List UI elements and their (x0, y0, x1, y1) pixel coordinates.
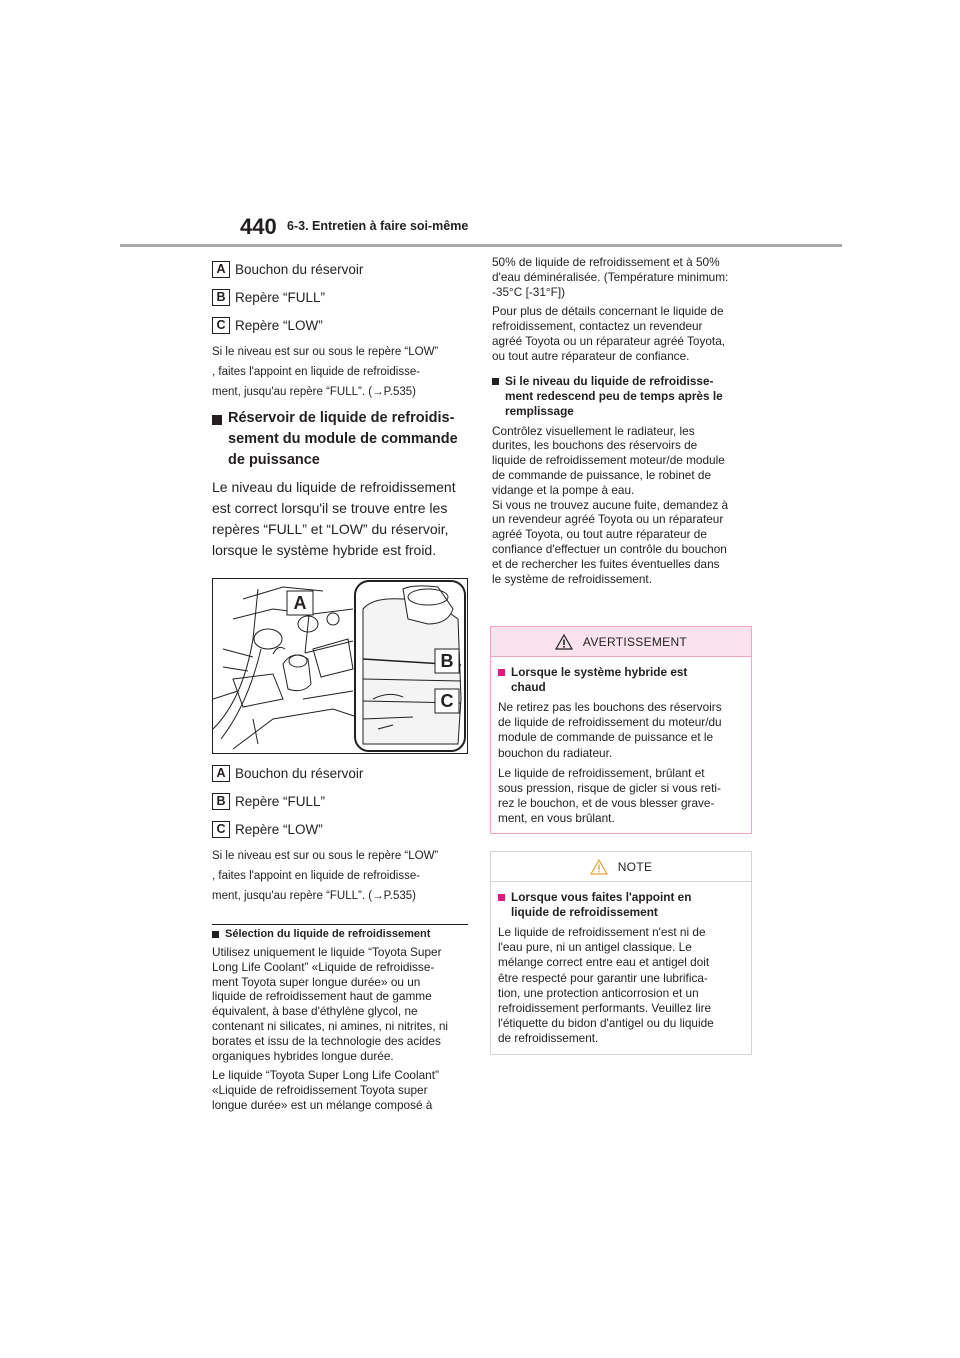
svg-text:C: C (440, 691, 454, 711)
legend-key-b: B (212, 289, 230, 306)
note-box-header (491, 852, 751, 882)
heading-line: remplissage (505, 403, 574, 418)
note-bottom-line: Si le niveau est sur ou sous le repère “LOW” (212, 850, 439, 862)
body-line: durites, les bouchons des réservoirs de (492, 438, 698, 453)
heading-line: Lorsque le système hybride est (511, 665, 688, 679)
legend-label-a: Bouchon du réservoir (235, 261, 364, 277)
heading-line: ment redescend peu de temps après le (505, 388, 723, 403)
body-line: «Liquide de refroidissement Toyota super (212, 1083, 428, 1098)
warning-heading (498, 665, 745, 695)
figure-label-b (435, 649, 459, 673)
mixture-paragraph (492, 255, 752, 299)
figure-label-c (435, 689, 459, 713)
legend-key-a: A (212, 261, 230, 278)
note-bottom (212, 846, 468, 906)
heading-line: Si le niveau du liquide de refroidisse- (505, 373, 714, 388)
body-line: le système de refroidissement. (492, 571, 652, 586)
note-top (212, 342, 468, 402)
legend-label-c: Repère “LOW” (235, 317, 323, 333)
pcu-reservoir-heading (212, 408, 468, 471)
legend-item-c (212, 818, 468, 840)
note-box-body (491, 882, 751, 1047)
level-drops-heading (492, 374, 752, 419)
engine-bay-drawing (213, 579, 467, 753)
body-line: confiance d'effectuer un contrôle du bouchon (492, 541, 727, 556)
body-line: -35°C [-31°F]) (492, 284, 566, 299)
legend-label-b: Repère “FULL” (235, 289, 326, 305)
body-line: un revendeur agréé Toyota ou un réparateur (492, 512, 724, 527)
body-line: équivalent, à base d'éthylène glycol, ne (212, 1004, 418, 1019)
body-line: d'eau déminéralisée. (Température minimum: (492, 269, 729, 284)
heading-line: de puissance (228, 452, 320, 468)
note-top-line: ment, jusqu'au repère “FULL”. (→P.535) (212, 386, 416, 398)
page-number: 440 (240, 214, 277, 239)
legend-top (212, 258, 468, 336)
body-line: Ne retirez pas les bouchons des réservoirs (498, 700, 722, 714)
body-line: l'étiquette du bidon d'antigel ou du liquide (498, 1016, 714, 1031)
legend-key-b: B (212, 793, 230, 810)
note-box (490, 851, 752, 1055)
body-line: ou tout autre réparateur de confiance. (492, 348, 690, 363)
body-line: de liquide de refroidissement du moteur/du (498, 715, 722, 730)
body-line: tion, une protection anticorrosion et un (498, 985, 699, 1000)
legend-item-c (212, 314, 468, 336)
heading-line: chaud (511, 680, 546, 694)
body-line: repères “FULL” et “LOW” du réservoir, (212, 521, 449, 537)
body-line: Le liquide de refroidissement n'est ni de (498, 925, 706, 939)
right-column (492, 255, 752, 586)
pcu-reservoir-body (212, 477, 468, 561)
warning-paragraph-1 (498, 700, 745, 761)
legend-label-b: Repère “FULL” (235, 793, 326, 809)
bullet-square-icon (492, 378, 499, 385)
legend-label-c: Repère “LOW” (235, 821, 323, 837)
legend-item-a (212, 258, 468, 280)
warning-box-title: AVERTISSEMENT (582, 634, 688, 649)
heading-line: sement du module de commande (228, 431, 458, 447)
body-line: liquide de refroidissement haut de gamme (212, 989, 432, 1004)
note-top-line: , faites l'appoint en liquide de refroidisse- (212, 366, 421, 378)
coolant-selection-section (212, 924, 468, 1113)
body-line: de commande de puissance, le robinet de (492, 467, 712, 482)
body-line: lorsque le système hybride est froid. (212, 542, 437, 558)
body-line: Pour plus de détails concernant le liquide de (492, 304, 724, 319)
coolant-selection-paragraph-1 (212, 945, 468, 1063)
body-line: agréé Toyota ou un réparateur agréé Toyota, (492, 333, 726, 348)
body-line: module de commande de puissance et le (498, 730, 714, 745)
body-line: être respecté pour garantir une lubrifica- (498, 970, 708, 985)
legend-label-a: Bouchon du réservoir (235, 765, 364, 781)
body-line: mélange correct entre eau et antigel doit (498, 955, 710, 970)
heading-line: Réservoir de liquide de refroidis- (228, 410, 455, 426)
body-line: rez le bouchon, et de vous blesser grave- (498, 796, 715, 811)
body-line: bouchon du radiateur. (498, 745, 613, 760)
body-line: Le niveau du liquide de refroidissement (212, 479, 456, 495)
warning-box-body (491, 657, 751, 827)
legend-key-c: C (212, 821, 230, 838)
body-line: Le liquide “Toyota Super Long Life Coolant” (212, 1068, 439, 1083)
legend-item-b (212, 286, 468, 308)
details-paragraph (492, 304, 752, 363)
legend-item-a (212, 762, 468, 784)
body-line: ment Toyota super longue durée» ou un (212, 974, 421, 989)
warning-box (490, 626, 752, 834)
body-line: l'eau pure, ni un antigel classique. Le (498, 940, 692, 955)
body-line: organiques hybrides longue durée. (212, 1048, 394, 1063)
svg-text:A: A (293, 593, 307, 613)
header-rule (120, 244, 842, 247)
note-box-title: NOTE (617, 859, 653, 874)
body-line: Contrôlez visuellement le radiateur, les (492, 423, 695, 438)
body-line: Si vous ne trouvez aucune fuite, demandez à (492, 497, 729, 512)
legend-key-a: A (212, 765, 230, 782)
note-bottom-line: , faites l'appoint en liquide de refroidisse- (212, 870, 421, 882)
note-top-line: Si le niveau est sur ou sous le repère “LOW” (212, 346, 439, 358)
caution-triangle-icon (590, 859, 608, 875)
coolant-selection-paragraph-2 (212, 1068, 468, 1112)
body-line: Le liquide de refroidissement, brûlant et (498, 765, 705, 780)
legend-key-c: C (212, 317, 230, 334)
body-line: ment, en vous brûlant. (498, 811, 615, 826)
body-line: et de rechercher les fuites éventuelles dans (492, 556, 720, 571)
note-paragraph (498, 925, 745, 1047)
body-line: sous pression, risque de gicler si vous reti- (498, 781, 721, 796)
body-line: Utilisez uniquement le liquide “Toyota Super (212, 945, 442, 959)
body-line: refroidissement performants. Veuillez lire (498, 1001, 712, 1016)
bullet-square-icon (498, 894, 505, 901)
body-line: borates et issu de la technologie des acides (212, 1033, 441, 1048)
body-line: de refroidissement. (498, 1031, 599, 1046)
body-line: vidange et la pompe à eau. (492, 482, 635, 497)
body-line: refroidissement, contactez un revendeur (492, 319, 703, 334)
bullet-square-icon (212, 931, 219, 938)
warning-triangle-icon (555, 634, 573, 650)
warning-box-header (491, 627, 751, 657)
bullet-square-icon (498, 669, 505, 676)
heading-line: liquide de refroidissement (511, 905, 658, 919)
level-drops-paragraph (492, 424, 752, 587)
body-line: liquide de refroidissement moteur/de module (492, 453, 725, 468)
body-line: agréé Toyota, ou tout autre réparateur de (492, 527, 707, 542)
note-bottom-line: ment, jusqu'au repère “FULL”. (→P.535) (212, 890, 416, 902)
heading-line: Lorsque vous faites l'appoint en (511, 890, 692, 904)
note-heading (498, 890, 745, 920)
coolant-selection-heading (212, 928, 468, 940)
warning-paragraph-2 (498, 766, 745, 827)
body-line: est correct lorsqu'il se trouve entre les (212, 500, 448, 516)
legend-bottom (212, 762, 468, 840)
reservoir-illustration (212, 578, 468, 754)
legend-item-b (212, 790, 468, 812)
body-line: contenant ni silicates, ni amines, ni nitrites, ni (212, 1018, 449, 1033)
bullet-square-icon (212, 415, 222, 425)
section-title: 6-3. Entretien à faire soi-même (287, 219, 469, 233)
body-line: Long Life Coolant” «Liquide de refroidisse- (212, 959, 435, 974)
left-column (212, 258, 468, 1113)
svg-text:B: B (440, 651, 454, 671)
body-line: longue durée» est un mélange composé à (212, 1097, 433, 1112)
body-line: 50% de liquide de refroidissement et à 50% (492, 255, 720, 269)
heading-text: Sélection du liquide de refroidissement (225, 928, 431, 940)
